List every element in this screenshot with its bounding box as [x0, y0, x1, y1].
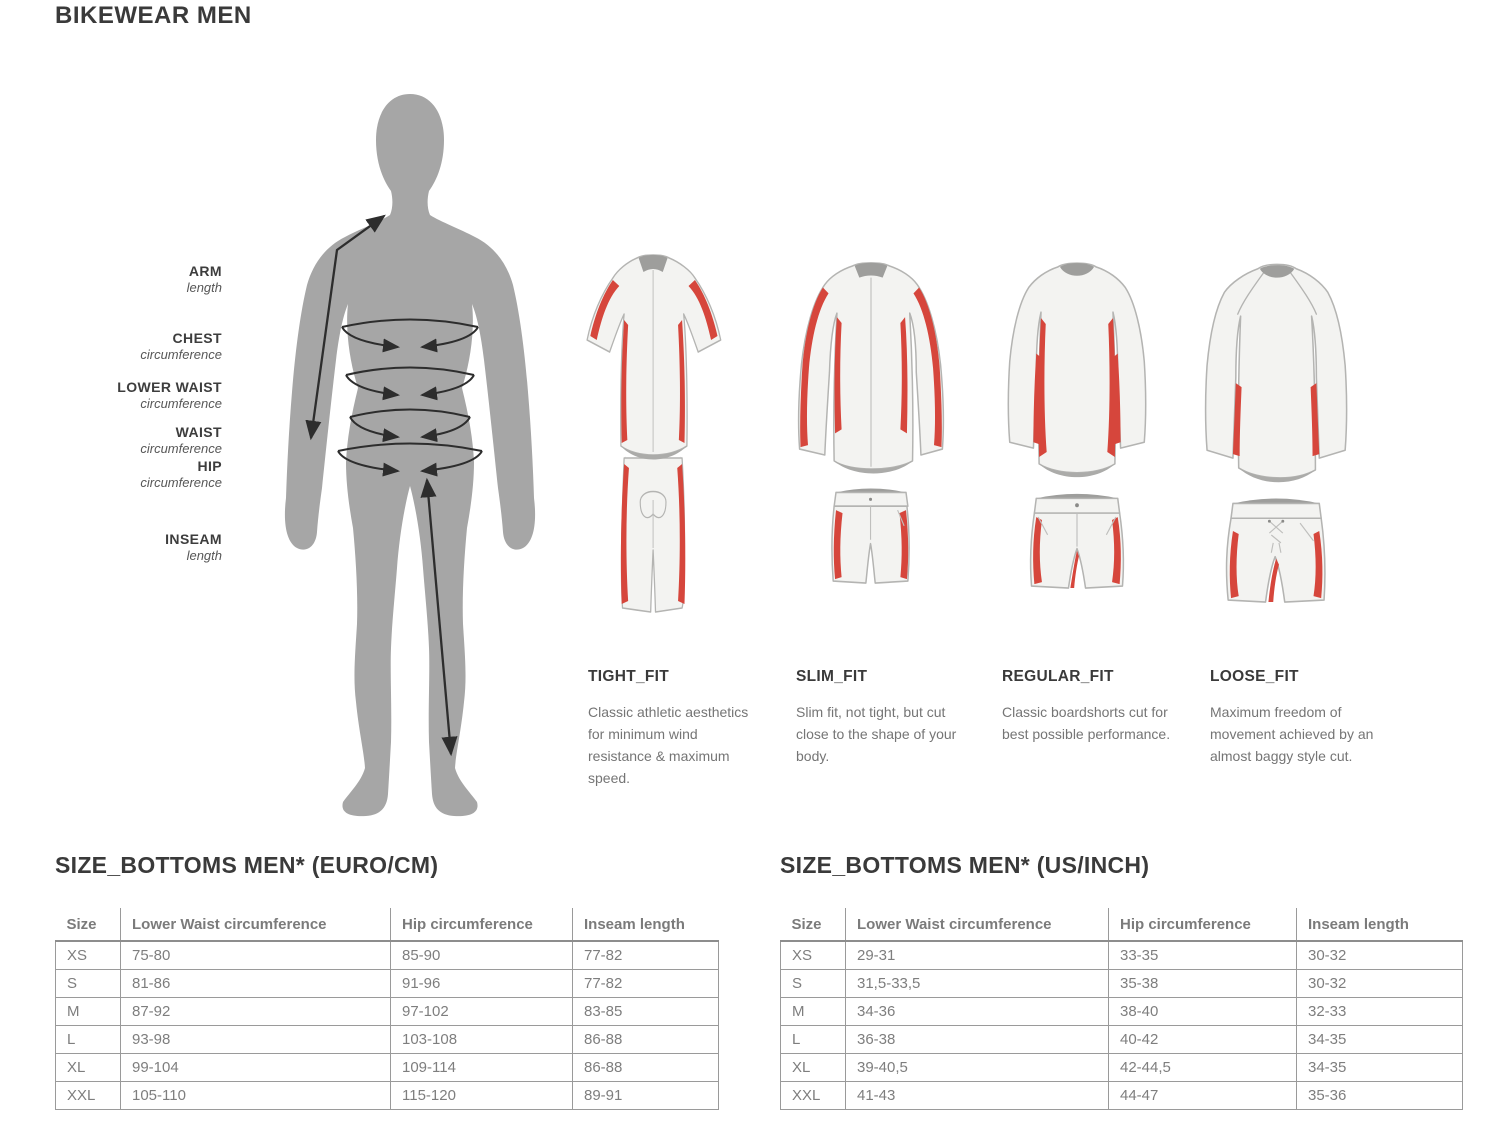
- table-cell: 35-38: [1109, 970, 1297, 998]
- fit-name-tight: TIGHT_FIT: [588, 668, 670, 685]
- table-title-us-inch: SIZE_BOTTOMS MEN* (US/INCH): [780, 852, 1150, 878]
- table-row: [781, 1082, 1463, 1110]
- table-cell: 97-102: [391, 998, 573, 1026]
- column-header: Lower Waist circumference: [121, 908, 391, 941]
- size-table-euro-cm: [55, 908, 719, 1110]
- table-cell: XL: [781, 1054, 846, 1082]
- table-row: [781, 1026, 1463, 1054]
- table-cell: 109-114: [391, 1054, 573, 1082]
- measure-label-arm: ARM length: [186, 263, 222, 295]
- table-cell: 33-35: [1109, 941, 1297, 970]
- fit-description-regular: Classic boardshorts cut for best possible performance.: [1002, 704, 1171, 742]
- table-cell: 86-88: [573, 1054, 719, 1082]
- size-table-euro-wrap: [55, 908, 719, 1110]
- table-cell: 30-32: [1297, 970, 1463, 998]
- fit-description-slim: Slim fit, not tight, but cut close to the shape of your body.: [796, 704, 957, 764]
- table-cell: 77-82: [573, 941, 719, 970]
- table-cell: M: [56, 998, 121, 1026]
- body-silhouette: [285, 94, 535, 816]
- table-row: [781, 998, 1463, 1026]
- table-cell: XS: [781, 941, 846, 970]
- fit-description-tight: Classic athletic aesthetics for minimum wind resistance & maximum speed.: [588, 704, 749, 786]
- tight-fit-illustration: [571, 250, 736, 622]
- table-row: [781, 970, 1463, 998]
- table-cell: 85-90: [391, 941, 573, 970]
- table-cell: 44-47: [1109, 1082, 1297, 1110]
- fit-name-regular: REGULAR_FIT: [1002, 668, 1114, 685]
- table-cell: 75-80: [121, 941, 391, 970]
- table-cell: 35-36: [1297, 1082, 1463, 1110]
- fit-name-slim: SLIM_FIT: [796, 668, 868, 685]
- table-cell: 105-110: [121, 1082, 391, 1110]
- measure-label-waist: WAIST circumference: [140, 424, 222, 456]
- measure-label-hip: HIP circumference: [140, 458, 222, 490]
- table-cell: 115-120: [391, 1082, 573, 1110]
- table-header-row: [56, 908, 719, 941]
- table-cell: 91-96: [391, 970, 573, 998]
- table-cell: 83-85: [573, 998, 719, 1026]
- table-cell: 34-35: [1297, 1026, 1463, 1054]
- body-silhouette-diagram: [280, 88, 540, 820]
- table-cell: 77-82: [573, 970, 719, 998]
- table-row: [56, 970, 719, 998]
- table-cell: 103-108: [391, 1026, 573, 1054]
- measure-label-inseam: INSEAM length: [165, 531, 222, 563]
- table-cell: 89-91: [573, 1082, 719, 1110]
- table-row: [56, 941, 719, 970]
- table-cell: XXL: [781, 1082, 846, 1110]
- measure-label-lower-waist: LOWER WAIST circumference: [117, 379, 222, 411]
- table-cell: 39-40,5: [846, 1054, 1109, 1082]
- table-cell: 93-98: [121, 1026, 391, 1054]
- column-header: Size: [781, 908, 846, 941]
- table-cell: S: [56, 970, 121, 998]
- table-cell: L: [56, 1026, 121, 1054]
- table-cell: 41-43: [846, 1082, 1109, 1110]
- table-cell: XL: [56, 1054, 121, 1082]
- table-cell: 40-42: [1109, 1026, 1297, 1054]
- table-cell: 31,5-33,5: [846, 970, 1109, 998]
- column-header: Inseam length: [573, 908, 719, 941]
- table-cell: L: [781, 1026, 846, 1054]
- table-cell: 99-104: [121, 1054, 391, 1082]
- table-cell: 30-32: [1297, 941, 1463, 970]
- column-header: Inseam length: [1297, 908, 1463, 941]
- page-title: BIKEWEAR MEN: [55, 2, 252, 29]
- table-cell: 32-33: [1297, 998, 1463, 1026]
- table-cell: 42-44,5: [1109, 1054, 1297, 1082]
- table-cell: 87-92: [121, 998, 391, 1026]
- table-row: [781, 941, 1463, 970]
- column-header: Hip circumference: [391, 908, 573, 941]
- fit-name-loose: LOOSE_FIT: [1210, 668, 1299, 685]
- table-title-euro-cm: SIZE_BOTTOMS MEN* (EURO/CM): [55, 852, 439, 878]
- measure-label-chest: CHEST circumference: [140, 330, 222, 362]
- table-header-row: [781, 908, 1463, 941]
- column-header: Hip circumference: [1109, 908, 1297, 941]
- table-cell: S: [781, 970, 846, 998]
- column-header: Size: [56, 908, 121, 941]
- table-row: [56, 1054, 719, 1082]
- table-cell: 34-36: [846, 998, 1109, 1026]
- size-table-us-inch: [780, 908, 1463, 1110]
- fit-description-loose: Maximum freedom of movement achieved by an almost baggy style cut.: [1210, 704, 1374, 764]
- table-cell: 86-88: [573, 1026, 719, 1054]
- slim-fit-illustration: [780, 256, 962, 586]
- table-cell: XS: [56, 941, 121, 970]
- table-cell: 38-40: [1109, 998, 1297, 1026]
- size-table-us-wrap: [780, 908, 1463, 1110]
- column-header: Lower Waist circumference: [846, 908, 1109, 941]
- table-row: [781, 1054, 1463, 1082]
- table-row: [56, 1026, 719, 1054]
- regular-fit-illustration: [987, 255, 1167, 590]
- table-cell: 29-31: [846, 941, 1109, 970]
- table-cell: XXL: [56, 1082, 121, 1110]
- table-row: [56, 998, 719, 1026]
- table-cell: 36-38: [846, 1026, 1109, 1054]
- loose-fit-illustration: [1185, 255, 1372, 605]
- table-row: [56, 1082, 719, 1110]
- table-cell: 81-86: [121, 970, 391, 998]
- table-cell: 34-35: [1297, 1054, 1463, 1082]
- table-cell: M: [781, 998, 846, 1026]
